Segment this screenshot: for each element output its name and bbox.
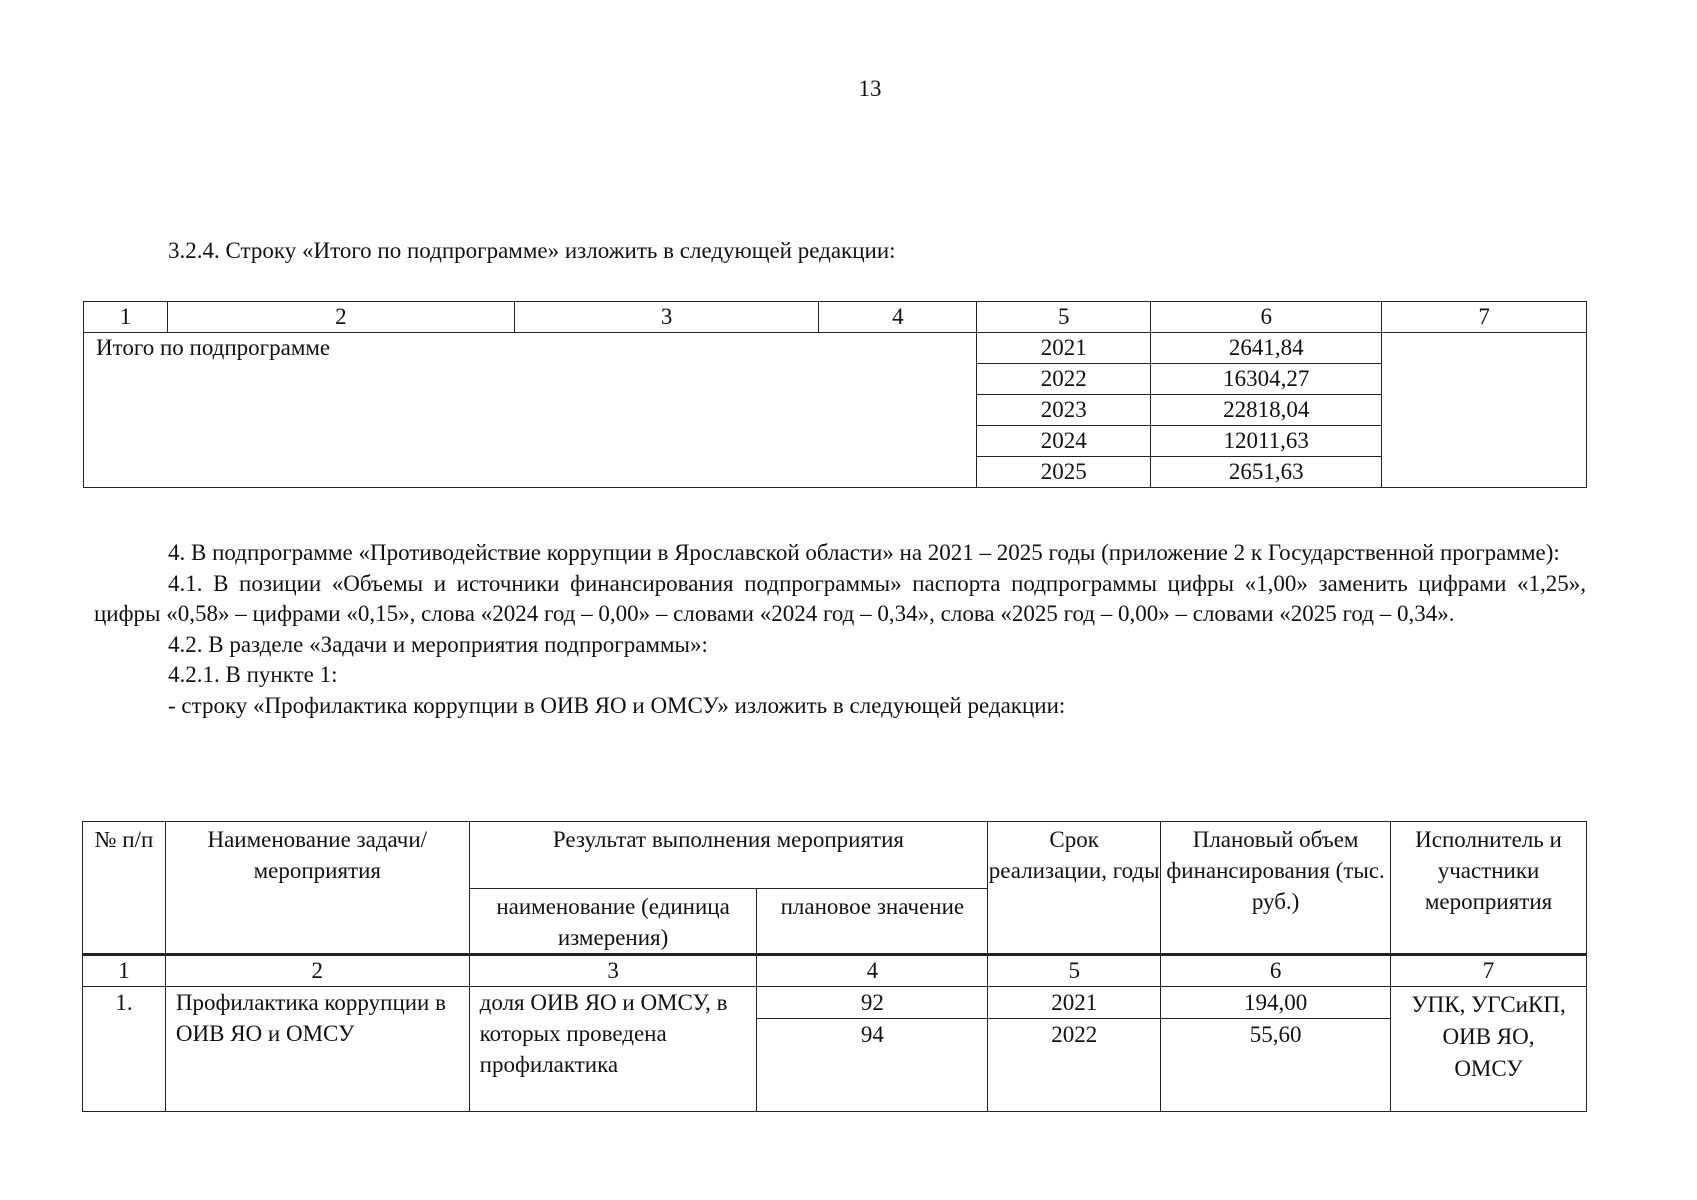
header-result-plan: плановое значение (757, 889, 988, 955)
row-number: 1. (83, 987, 166, 1112)
column-number: 3 (469, 955, 757, 987)
measure-name: Профилактика коррупции в ОИВ ЯО и ОМСУ (165, 987, 469, 1112)
column-number: 2 (167, 302, 514, 333)
year-cell: 2024 (977, 426, 1151, 457)
year-cell: 2022 (988, 1019, 1161, 1112)
column-number: 6 (1161, 955, 1391, 987)
total-label: Итого по подпрограмме (84, 333, 977, 488)
table-row (83, 987, 1587, 1019)
section-intro: 3.2.4. Строку «Итого по подпрограмме» изложить в следующей редакции: (168, 238, 896, 263)
table-header-row (84, 302, 1587, 333)
column-number-row (83, 955, 1587, 987)
funding-cell: 194,00 (1161, 987, 1391, 1019)
header-funding: Плановый объем финансирования (тыс. руб.) (1161, 822, 1391, 955)
year-cell: 2021 (988, 987, 1161, 1019)
column-number: 2 (165, 955, 469, 987)
column-number: 7 (1391, 955, 1587, 987)
column-number: 4 (757, 955, 988, 987)
amount-cell: 2641,84 (1151, 333, 1382, 364)
column-number: 5 (977, 302, 1151, 333)
executor-cell: УПК, УГСиКП, ОИВ ЯО, ОМСУ (1391, 987, 1587, 1112)
measures-table (82, 821, 1587, 1112)
amount-cell: 2651,63 (1151, 457, 1382, 488)
header-result-name: наименование (единица измерения) (469, 889, 757, 955)
column-number: 6 (1151, 302, 1382, 333)
year-cell: 2021 (977, 333, 1151, 364)
year-cell: 2022 (977, 364, 1151, 395)
page-number: 13 (858, 76, 882, 101)
amount-cell: 12011,63 (1151, 426, 1382, 457)
indicator-name: доля ОИВ ЯО и ОМСУ, в которых проведена профилактика (469, 987, 757, 1112)
table-header-row (83, 822, 1587, 889)
header-term: Срок реализации, годы (988, 822, 1161, 955)
year-cell: 2023 (977, 395, 1151, 426)
paragraph-4-2-1-item: - строку «Профилактика коррупции в ОИВ ЯО и ОМСУ» изложить в следующей редакции: (168, 692, 1066, 718)
header-result: Результат выполнения мероприятия (469, 822, 988, 889)
column-number: 1 (84, 302, 168, 333)
header-number: № п/п (83, 822, 166, 955)
paragraph-4-2: 4.2. В разделе «Задачи и мероприятия подпрограммы»: (168, 631, 708, 657)
column-number: 1 (83, 955, 166, 987)
column-number: 3 (514, 302, 819, 333)
amount-cell: 22818,04 (1151, 395, 1382, 426)
column-number: 4 (819, 302, 977, 333)
plan-value: 94 (757, 1019, 988, 1112)
table-row (84, 333, 1587, 364)
paragraph-4-1: 4.1. В позиции «Объемы и источники финансирования подпрограммы» паспорта подпрограммы цифры «1,00» заменить цифрами «1,25», цифры «0,58» – цифрами «0,15», слова «2024 год – 0,00» – словами «2024 год – 0,34», слова «2025 год – 0,00» – словами «2025 год – 0,34». (94, 570, 1586, 626)
amount-cell: 16304,27 (1151, 364, 1382, 395)
column-number: 5 (988, 955, 1161, 987)
year-cell: 2025 (977, 457, 1151, 488)
plan-value: 92 (757, 987, 988, 1019)
paragraph-4-2-1: 4.2.1. В пункте 1: (168, 662, 338, 687)
funding-cell: 55,60 (1161, 1019, 1391, 1112)
paragraph-4: 4. В подпрограмме «Противодействие коррупции в Ярославской области» на 2021 – 2025 годы (приложение 2 к Государственной программе): (168, 540, 1560, 565)
executor-cell (1382, 333, 1587, 488)
header-executor: Исполнитель и участники мероприятия (1391, 822, 1587, 955)
column-number: 7 (1382, 302, 1587, 333)
subprogram-total-table (83, 301, 1587, 488)
header-name: Наименование задачи/мероприятия (165, 822, 469, 955)
amendment-text (94, 538, 1586, 721)
